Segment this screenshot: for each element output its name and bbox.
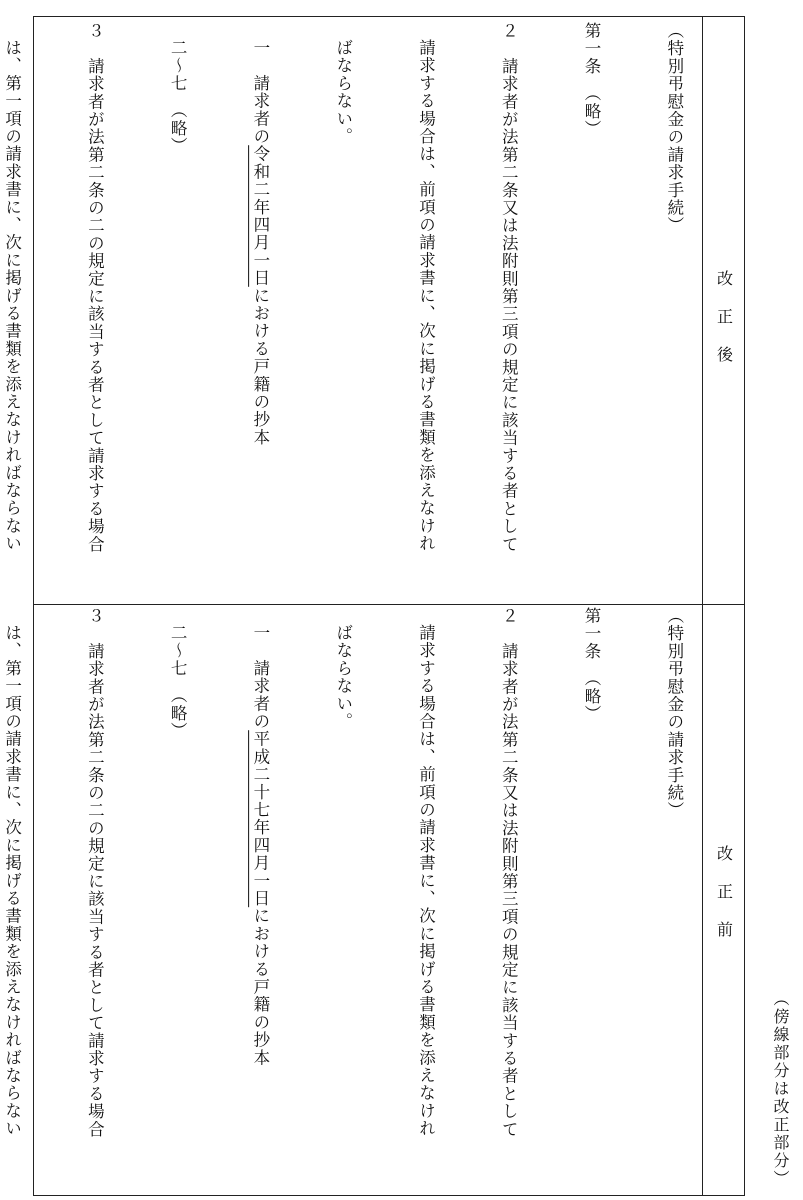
label-after-revision: 改正後 (714, 270, 734, 384)
before-line-5: ばならない。 (333, 623, 353, 730)
after-line-4: 請求する場合は、前項の請求書に、次に掲げる書類を添えなけれ (416, 38, 436, 552)
after-line-7: 二～七 （略） (168, 38, 188, 155)
after-line-3: ２ 請求者が法第二条又は法附則第三項の規定に該当する者として (499, 22, 519, 553)
before-line-6-prefix: 一 請求者の (250, 623, 270, 730)
after-line-6 (246, 22, 274, 592)
before-line-7: 二～七 （略） (168, 623, 188, 740)
after-line-2: 第一条 （略） (582, 22, 602, 138)
before-line-1: （特別弔慰金の請求手続） (664, 607, 684, 820)
after-line-6-prefix: 一 請求者の (250, 38, 270, 145)
before-line-4: 請求する場合は、前項の請求書に、次に掲げる書類を添えなけれ (416, 623, 436, 1137)
after-revision-text (0, 22, 743, 592)
before-line-2: 第一条 （略） (582, 607, 602, 723)
label-before-revision: 改正前 (714, 845, 734, 959)
after-line-1: （特別弔慰金の請求手続） (664, 22, 684, 235)
before-line-9: は、第一項の請求書に、次に掲げる書類を添えなければならない (2, 623, 22, 1137)
underline-note: （傍線部分は改正部分） (771, 990, 790, 1188)
after-date-underlined-1: 令和二年四月一日 (250, 144, 270, 287)
before-line-3: ２ 請求者が法第二条又は法附則第三項の規定に該当する者として (499, 607, 519, 1138)
before-line-6 (246, 607, 274, 1187)
section-divider (34, 604, 744, 605)
after-line-8: ３ 請求者が法第二条の二の規定に該当する者として請求する場合 (85, 22, 105, 553)
after-line-5: ばならない。 (333, 38, 353, 145)
before-line-8: ３ 請求者が法第二条の二の規定に該当する者として請求する場合 (85, 607, 105, 1138)
after-line-9: は、第一項の請求書に、次に掲げる書類を添えなければならない (2, 38, 22, 552)
before-date-underlined-1: 平成二十七年四月一日 (250, 729, 270, 907)
before-line-6-tail: における戸籍の抄本 (250, 906, 270, 1067)
after-line-6-tail: における戸籍の抄本 (250, 286, 270, 446)
before-revision-text (0, 607, 743, 1187)
